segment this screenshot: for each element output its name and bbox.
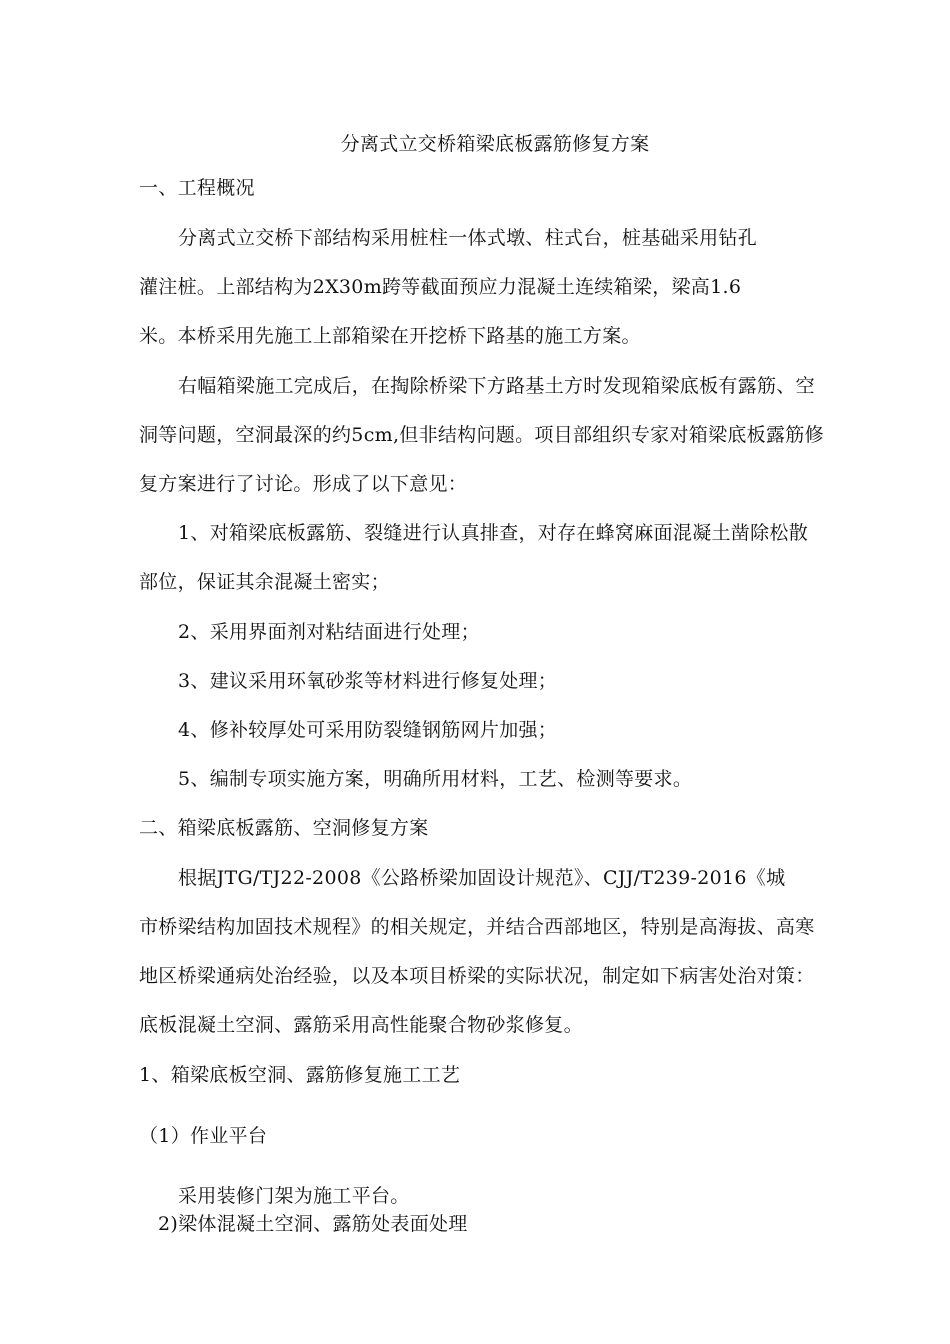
subsection1-1-text: 采用装修门架为施工平台。 <box>178 1185 410 1207</box>
paragraph2-line3: 复方案进行了讨论。形成了以下意见： <box>139 473 468 495</box>
paragraph2-line1: 右幅箱梁施工完成后，在掏除桥梁下方路基土方时发现箱梁底板有露筋、空 <box>178 375 815 397</box>
section2-heading: 二、箱梁底板露筋、空洞修复方案 <box>139 817 429 839</box>
opinion-item2: 2、采用界面剂对粘结面进行处理； <box>178 621 480 643</box>
paragraph3-line2: 市桥梁结构加固技术规程》的相关规定，并结合西部地区，特别是高海拔、高寒 <box>139 916 815 938</box>
section1-heading: 一、工程概况 <box>139 177 255 199</box>
paragraph1-line3: 米。本桥采用先施工上部箱梁在开挖桥下路基的施工方案。 <box>139 325 641 347</box>
paragraph3-line3: 地区桥梁通病处治经验，以及本项目桥梁的实际状况，制定如下病害处治对策： <box>139 965 815 987</box>
subsection1-2-heading: 2)梁体混凝土空洞、露筋处表面处理 <box>158 1213 468 1235</box>
opinion-item4: 4、修补较厚处可采用防裂缝钢筋网片加强； <box>178 719 558 741</box>
paragraph1-line2: 灌注桩。上部结构为2X30m跨等截面预应力混凝土连续箱梁，梁高1.6 <box>139 276 742 298</box>
subsection1-heading: 1、箱梁底板空洞、露筋修复施工工艺 <box>139 1064 461 1086</box>
opinion-item1-line1: 1、对箱梁底板露筋、裂缝进行认真排查，对存在蜂窝麻面混凝土凿除松散 <box>178 522 808 544</box>
opinion-item1-line2: 部位，保证其余混凝土密实； <box>139 571 390 593</box>
paragraph3-line1: 根据JTG/TJ22-2008《公路桥梁加固设计规范》、CJJ/T239-2016《城 <box>178 867 786 889</box>
opinion-item3: 3、建议采用环氧砂浆等材料进行修复处理； <box>178 670 558 692</box>
paragraph2-line2: 洞等问题，空洞最深的约5cm,但非结构问题。项目部组织专家对箱梁底板露筋修 <box>139 424 824 446</box>
paragraph3-line4: 底板混凝土空洞、露筋采用高性能聚合物砂浆修复。 <box>139 1014 583 1036</box>
paragraph1-line1: 分离式立交桥下部结构采用桩柱一体式墩、柱式台，桩基础采用钻孔 <box>178 227 758 249</box>
opinion-item5: 5、编制专项实施方案，明确所用材料，工艺、检测等要求。 <box>178 768 693 790</box>
subsection1-1-heading: （1）作业平台 <box>139 1125 268 1147</box>
document-title: 分离式立交桥箱梁底板露筋修复方案 <box>340 133 650 155</box>
